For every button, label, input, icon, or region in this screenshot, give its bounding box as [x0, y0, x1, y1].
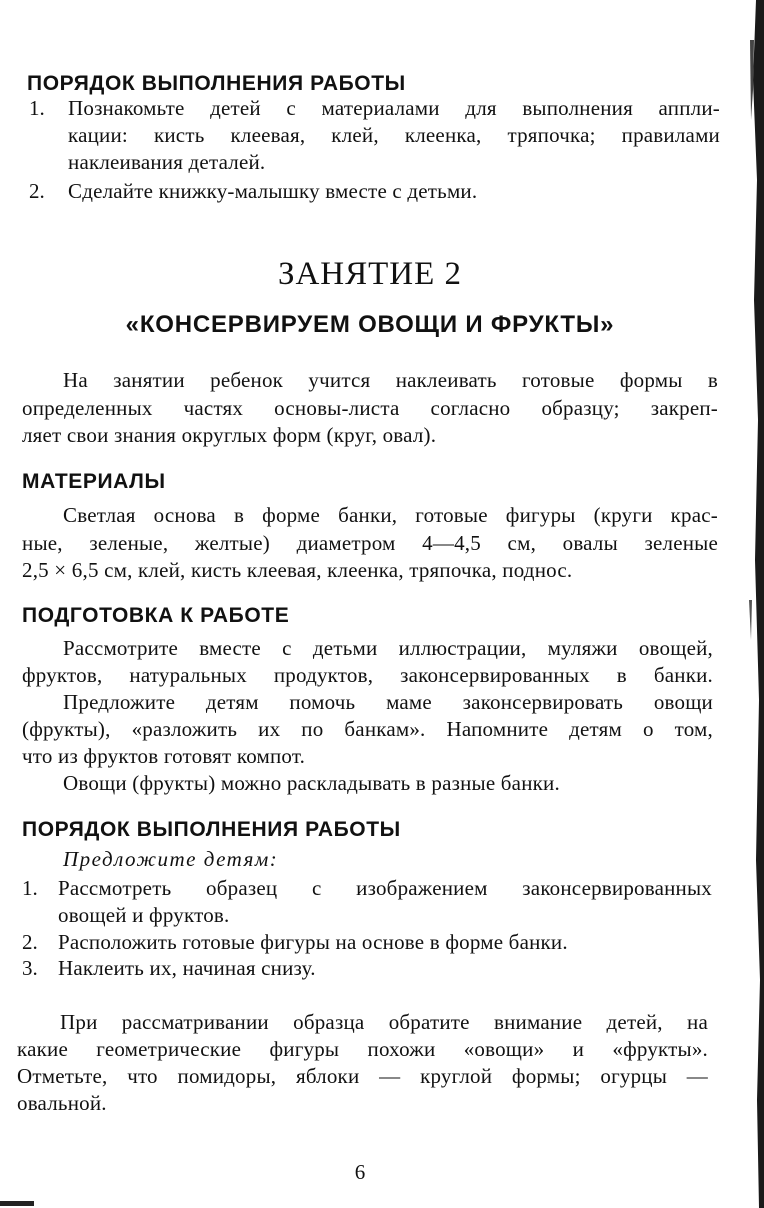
list-number: 1.	[29, 96, 45, 120]
preparation-line: (фрукты), «разложить их по банкам». Напомните детям о том,	[22, 717, 713, 741]
list-item-line: овощей и фруктов.	[58, 903, 230, 927]
closing-line: Отметьте, что помидоры, яблоки — круглой формы; огурцы —	[17, 1064, 708, 1088]
section-lead: Предложите детям:	[63, 847, 279, 871]
list-item-line: Рассмотреть образец с изображением законсервированных	[58, 876, 712, 900]
list-number: 3.	[22, 956, 38, 980]
list-item-line: Познакомьте детей с материалами для выполнения аппли-	[68, 96, 720, 120]
closing-line: При рассматривании образца обратите внимание детей, на	[60, 1010, 708, 1034]
list-number: 2.	[29, 179, 45, 203]
preparation-line: Овощи (фрукты) можно раскладывать в разные банки.	[63, 771, 560, 795]
preparation-line: Рассмотрите вместе с детьми иллюстрации, муляжи овощей,	[63, 636, 713, 660]
preparation-line: Предложите детям помочь маме законсервировать овощи	[63, 690, 713, 714]
intro-line: определенных частях основы-листа согласно образцу; закреп-	[22, 396, 718, 420]
section-heading-work-order-2: ПОРЯДОК ВЫПОЛНЕНИЯ РАБОТЫ	[22, 818, 401, 841]
list-item-line: Сделайте книжку-малышку вместе с детьми.	[68, 179, 478, 203]
lesson-subtitle: «КОНСЕРВИРУЕМ ОВОЩИ И ФРУКТЫ»	[125, 311, 615, 338]
closing-line: овальной.	[17, 1091, 107, 1115]
materials-line: Светлая основа в форме банки, готовые фигуры (круги крас-	[63, 503, 718, 527]
preparation-line: фруктов, натуральных продуктов, законсервированных в банки.	[22, 663, 713, 687]
list-item-line: наклеивания деталей.	[68, 150, 266, 174]
list-item-line: Расположить готовые фигуры на основе в форме банки.	[58, 930, 568, 954]
preparation-line: что из фруктов готовят компот.	[22, 744, 306, 768]
intro-line: На занятии ребенок учится наклеивать готовые формы в	[63, 368, 718, 392]
list-number: 2.	[22, 930, 38, 954]
list-number: 1.	[22, 876, 38, 900]
materials-line: ные, зеленые, желтые) диаметром 4—4,5 см, овалы зеленые	[22, 531, 718, 555]
closing-line: какие геометрические фигуры похожи «овощи» и «фрукты».	[17, 1037, 708, 1061]
scan-edge-shadow	[738, 0, 764, 1208]
intro-line: ляет свои знания округлых форм (круг, овал).	[22, 423, 437, 447]
list-item-line: кации: кисть клеевая, клей, клеенка, тряпочка; правилами	[68, 123, 720, 147]
lesson-title: ЗАНЯТИЕ 2	[277, 256, 463, 292]
section-heading-preparation: ПОДГОТОВКА К РАБОТЕ	[22, 604, 290, 627]
section-heading-materials: МАТЕРИАЛЫ	[22, 470, 166, 493]
list-item-line: Наклеить их, начиная снизу.	[58, 956, 316, 980]
scan-corner-mark	[0, 1201, 34, 1206]
materials-line: 2,5 × 6,5 см, клей, кисть клеевая, клеенка, тряпочка, поднос.	[22, 558, 573, 582]
section-heading-work-order: ПОРЯДОК ВЫПОЛНЕНИЯ РАБОТЫ	[27, 72, 406, 95]
page-number: 6	[354, 1160, 366, 1184]
